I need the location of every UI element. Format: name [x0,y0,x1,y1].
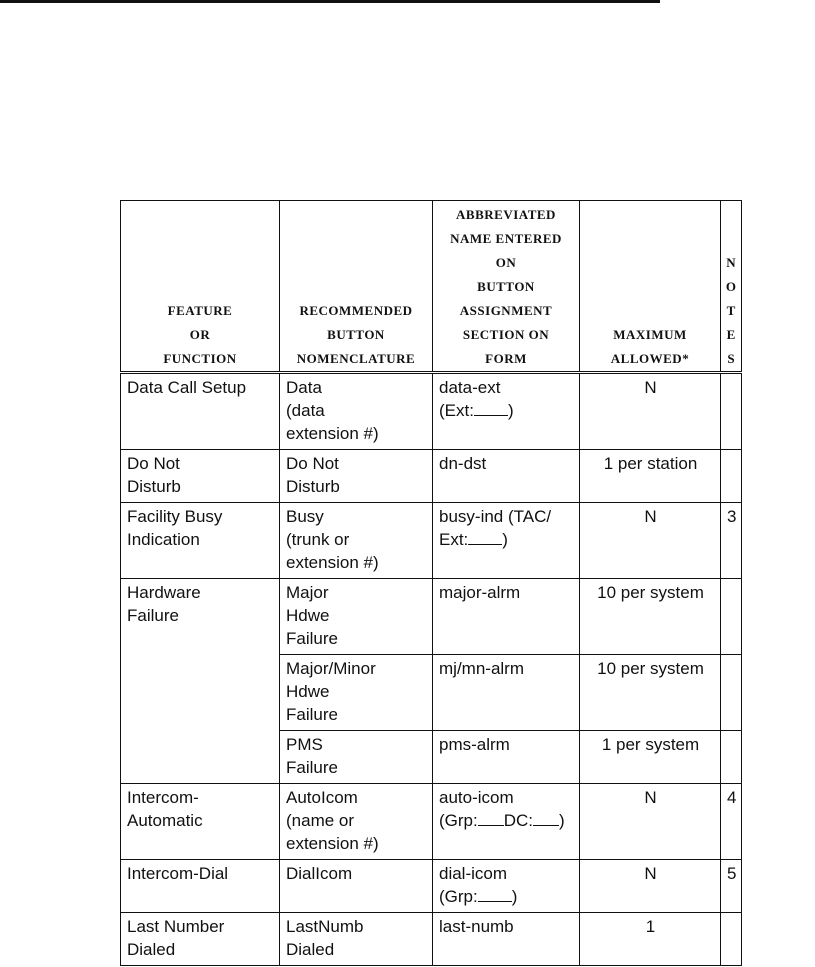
note-cell [721,731,742,784]
feature-cell: Intercom- Automatic [121,784,280,860]
fill-in-blank [468,530,502,545]
table-row [121,860,742,913]
feature-cell: Data Call Setup [121,373,280,450]
feature-cell: Do Not Disturb [121,450,280,503]
table-row [121,503,742,579]
table-row [121,373,742,450]
button-cell: DialIcom [280,860,433,913]
max-cell: 10 per system [580,655,721,731]
header-abbrev: ABBREVIATED NAME ENTERED ON BUTTON ASSIGNMENT SECTION ON FORM [433,201,580,373]
button-cell: Major Hdwe Failure [280,579,433,655]
abbrev-cell: busy-ind (TAC/ Ext: ) [433,503,580,579]
table-row [121,784,742,860]
abbrev-cell: mj/mn-alrm [433,655,580,731]
fill-in-blank [474,401,508,416]
button-assignment-table [120,200,742,966]
abbrev-cell: last-numb [433,913,580,966]
abbrev-cell: dial-icom (Grp: ) [433,860,580,913]
button-cell: AutoIcom (name or extension #) [280,784,433,860]
feature-cell: Last Number Dialed [121,913,280,966]
abbrev-cell: auto-icom (Grp: DC: ) [433,784,580,860]
header-row [121,201,742,373]
header-notes: N O T E S [721,201,742,373]
header-button: RECOMMENDED BUTTON NOMENCLATURE [280,201,433,373]
max-cell: N [580,784,721,860]
feature-cell-hardware-failure: Hardware Failure [121,579,280,784]
button-cell: Data (data extension #) [280,373,433,450]
note-cell: 3 [721,503,742,579]
table-row [121,913,742,966]
abbrev-cell: major-alrm [433,579,580,655]
button-cell: Do Not Disturb [280,450,433,503]
abbrev-cell: pms-alrm [433,731,580,784]
fill-in-blank [533,811,559,826]
max-cell: N [580,503,721,579]
top-rule [0,0,660,3]
button-cell: PMS Failure [280,731,433,784]
note-cell [721,913,742,966]
header-feature: FEATURE OR FUNCTION [121,201,280,373]
header-max: MAXIMUM ALLOWED* [580,201,721,373]
button-cell: LastNumb Dialed [280,913,433,966]
max-cell: 1 per system [580,731,721,784]
max-cell: 10 per system [580,579,721,655]
button-cell: Major/Minor Hdwe Failure [280,655,433,731]
note-cell [721,450,742,503]
table-row [121,579,742,655]
fill-in-blank [478,887,512,902]
note-cell [721,373,742,450]
fill-in-blank [478,811,504,826]
note-cell: 4 [721,784,742,860]
max-cell: 1 per station [580,450,721,503]
button-cell: Busy (trunk or extension #) [280,503,433,579]
feature-cell: Intercom-Dial [121,860,280,913]
feature-cell: Facility Busy Indication [121,503,280,579]
note-cell [721,655,742,731]
note-cell [721,579,742,655]
max-cell: 1 [580,913,721,966]
max-cell: N [580,373,721,450]
table-row [121,450,742,503]
max-cell: N [580,860,721,913]
abbrev-cell: data-ext (Ext: ) [433,373,580,450]
abbrev-cell: dn-dst [433,450,580,503]
note-cell: 5 [721,860,742,913]
